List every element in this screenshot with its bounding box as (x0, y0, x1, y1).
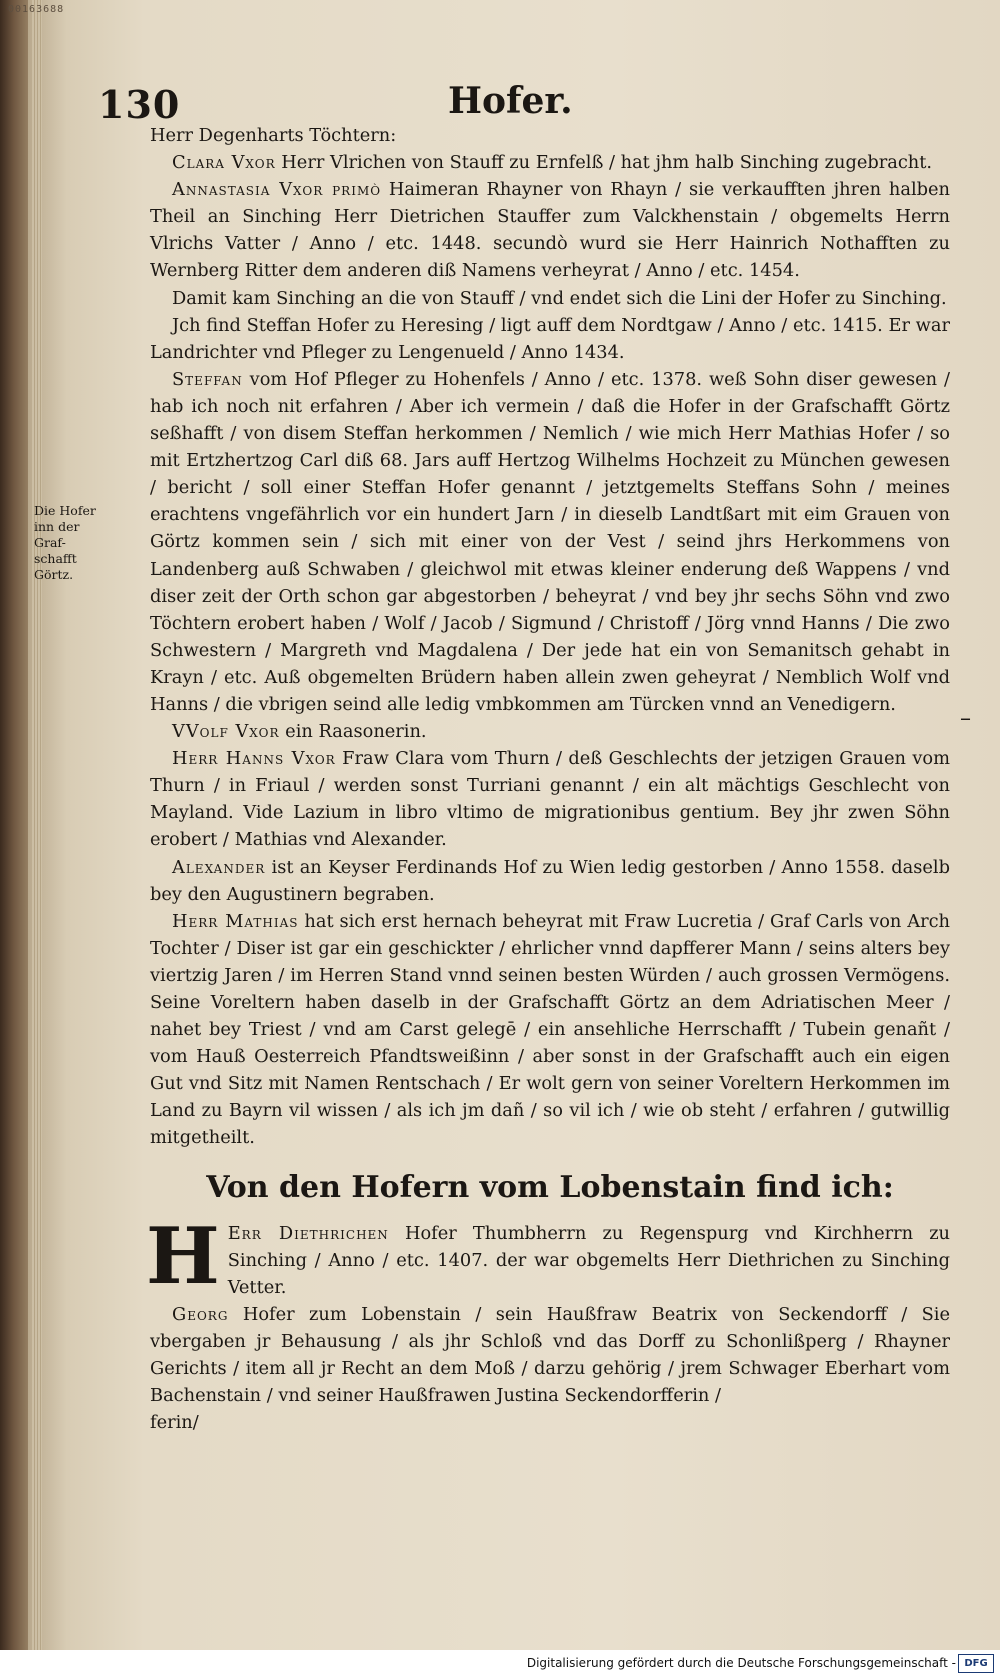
dfg-logo: DFG (958, 1654, 994, 1673)
margin-note (34, 503, 98, 583)
page-edge (32, 0, 42, 1650)
paragraph: Herr Hanns Vxor Fraw Clara vom Thurn / deß Geschlechts der jetzigen Grauen vom Thurn / in Friaul / werden sonst Turriani genannt / ein alt mächtigs Geschlecht von Mayland. Vide Lazium in libro vltimo de migrationibus gentium. Bey jhr zwen Söhn erobert / Mathias vnd Alexander. (150, 748, 950, 851)
paragraph: Alexander ist an Keyser Ferdinands Hof zu Wien ledig gestorben / Anno 1558. daselb bey den Augustinern begraben. (150, 856, 950, 905)
name-lead: Herr Hanns Vxor (172, 748, 336, 770)
body-text (146, 122, 951, 1436)
drop-cap: H (146, 1210, 220, 1302)
name-lead: Annastasia Vxor primò (172, 179, 382, 201)
name-lead: Alexander (172, 856, 266, 878)
margin-note-line: inn der (34, 519, 80, 534)
margin-note-line: Graf- (34, 535, 66, 550)
name-lead: Herr Mathias (172, 910, 299, 932)
name-lead: VVolf Vxor (172, 721, 280, 743)
paragraph: Jch find Steffan Hofer zu Heresing / ligt auff dem Nordtgaw / Anno / etc. 1415. Er war Landrichter vnd Pfleger zu Lengenueld / Anno 1434. (150, 314, 950, 363)
paragraph: Georg Hofer zum Lobenstain / sein Haußfraw Beatrix von Seckendorff / Sie vbergaben jr Behausung / als jhr Schloß vnd das Dorff zu Schonlißperg / Rhayner Gerichts / item all jr Recht an dem Moß / darzu gehörig / jrem Schwager Eberhart vom Bachenstain / vnd seiner Haußfrawen Justina Seckendorfferin / (150, 1303, 950, 1407)
margin-note-line: Die Hofer (34, 503, 96, 518)
paragraph: Herr Mathias hat sich erst hernach beheyrat mit Fraw Lucretia / Graf Carls von Arch Tochter / Diser ist gar ein geschickter / ehrlicher vnnd dapfferer Mann / seins alters bey viertzig Jaren / im Herren Stand vnnd seinen besten Würden / auch grossen Vermögens. Seine Voreltern haben daselb in der Grafschafft Görtz an dem Adriatischen Meer / nahet bey Triest / vnd am Carst gelegē / ein ansehliche Herrschafft / Tubein genañt / vom Hauß Oesterreich Pfandtsweißinn / aber sonst in der Grafschafft auch ein eigen Gut vnd Sitz mit Namen Rentschach / Er wolt gern von seiner Voreltern Herkommen im Land zu Bayrn vil wissen / als ich jm dañ / so vil ich / wie ob steht / erfahren / gutwillig mitgetheilt. (150, 910, 950, 1149)
margin-note-line: schafft (34, 551, 77, 566)
name-lead: Clara Vxor (172, 152, 276, 174)
shelfmark-stamp: 00163688 (8, 4, 65, 15)
footer-credit: Digitalisierung gefördert durch die Deutsche Forschungsgemeinschaft - (526, 1656, 956, 1670)
paragraph: Annastasia Vxor primò Haimeran Rhayner von Rhayn / sie verkaufften jhren halben Theil an Sinching Herr Dietrichen Stauffer zum Valckhenstain / obgemelts Herrn Vlrichs Vatter / Anno / etc. 1448. secundò wurd sie Herr Hainrich Nothafften zu Wernberg Ritter dem anderen diß Namens verheyrat / Anno / etc. 1454. (150, 179, 950, 282)
name-lead: Err Diethrichen (227, 1222, 389, 1244)
margin-note-line: Görtz. (34, 567, 74, 582)
section-heading: Von den Hofern vom Lobenstain find ich: (206, 1169, 894, 1205)
book-spine (0, 0, 30, 1650)
book-page (8, 0, 1000, 1650)
page-number: 130 (98, 82, 181, 127)
paragraph: Damit kam Sinching an die von Stauff / vnd endet sich die Lini der Hofer zu Sinching. (172, 287, 947, 309)
paragraph: H Err Diethrichen Hofer Thumbherrn zu Regenspurg vnd Kirchherrn zu Sinching / Anno / etc. 1407. der war obgemelts Herr Diethrichen zu Sinching Vetter. (146, 1210, 951, 1302)
running-head: Hofer. (448, 80, 573, 122)
paragraph: Steffan vom Hof Pfleger zu Hohenfels / Anno / etc. 1378. weß Sohn diser gewesen / hab ich noch nit erfahren / Aber ich vermein / daß die Hofer in der Grafschafft Görtz seßhafft / von disem Steffan herkommen / Nemlich / wie mich Herr Mathias Hofer / so mit Ertzhertzog Carl diß 68. Jars auff Hertzog Wilhelms Hochzeit zu München gewesen / bericht / soll einer Steffan Hofer genannt / jetztgemelts Steffans Sohn / meines erachtens vngefährlich vor ein hundert Jarn / in dieselb Landtßart mit eim Grauen von Görtz kommen sein / sich mit einer von der Vest / seind jhrs Herkommens von Landenberg auß Schwaben / gleichwol mit etwas kleiner enderung deß Wappens / vnd diser zeit der Orth schon gar abgestorben / beheyrat / vnd bey jhr sechs Söhn vnd zwo Töchtern erobert haben / Wolf / Jacob / Sigmund / Christoff / Jörg vnnd Hanns / Die zwo Schwestern / Margreth vnd Magdalena / Der jede hat ein von Semanitsch gehabt in Krayn / etc. Auß obgemelten Brüdern haben allein zwen geheyrat / Nemblich Wolf vnd Hanns / die vbrigen seind alle ledig vmbkommen am Türcken vnnd an Venedigern. (150, 368, 950, 715)
paragraph-heading: Herr Degenharts Töchtern: (150, 125, 397, 146)
paragraph: VVolf Vxor ein Raasonerin. (172, 721, 427, 743)
margin-dash: – (960, 706, 971, 731)
digitization-footer (0, 1650, 1000, 1677)
catchword: ferin/ (150, 1412, 199, 1434)
name-lead: Georg (172, 1303, 229, 1325)
paragraph: Clara Vxor Herr Vlrichen von Stauff zu Ernfelß / hat jhm halb Sinching zugebracht. (172, 152, 933, 174)
name-lead: Steffan (172, 368, 243, 390)
